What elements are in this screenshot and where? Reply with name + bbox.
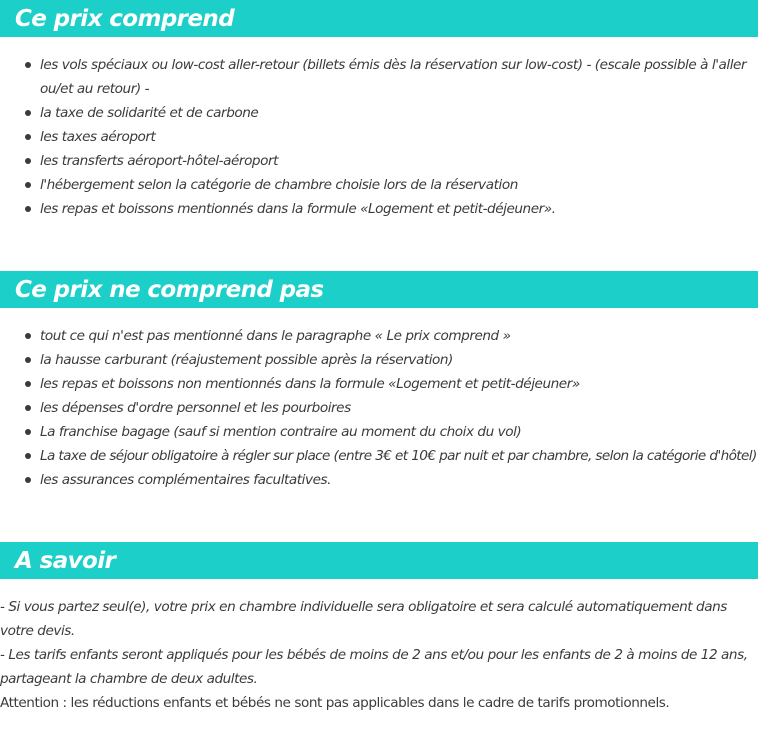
section-title: A savoir [15,548,116,574]
section-header-savoir [0,542,758,579]
list-item-text: les transferts aéroport-hôtel-aéroport [40,153,279,169]
section-comprend [0,0,758,221]
list-item [0,173,758,197]
bullet-icon [25,62,31,68]
bullet-icon [25,429,31,435]
list-item [0,372,758,396]
list-ne-comprend [0,324,758,492]
section-header-comprend [0,0,758,37]
bullet-icon [25,206,31,212]
list-item [0,197,758,221]
bullet-icon [25,477,31,483]
list-comprend [0,53,758,221]
section-header-ne-comprend [0,271,758,308]
bullet-icon [25,333,31,339]
list-item [0,444,758,468]
list-item [0,53,758,101]
list-item-text: les dépenses d'ordre personnel et les pourboires [40,400,351,416]
list-item-text: tout ce qui n'est pas mentionné dans le paragraphe « Le prix comprend » [40,328,511,344]
savoir-paragraph: - Si vous partez seul(e), votre prix en chambre individuelle sera obligatoire et sera calculé automatiquement dans votre devis. [0,599,727,639]
list-item-text: les repas et boissons non mentionnés dans la formule «Logement et petit-déjeuner» [40,376,580,392]
bullet-icon [25,405,31,411]
bullet-icon [25,381,31,387]
list-item [0,101,758,125]
list-item [0,125,758,149]
bullet-icon [25,110,31,116]
bullet-icon [25,158,31,164]
list-item-text: les taxes aéroport [40,129,156,145]
list-item-text: La franchise bagage (sauf si mention contraire au moment du choix du vol) [40,424,522,440]
list-item-text: la hausse carburant (réajustement possible après la réservation) [40,352,453,368]
list-item-text: la taxe de solidarité et de carbone [40,105,259,121]
list-item [0,149,758,173]
savoir-paragraph: - Les tarifs enfants seront appliqués pour les bébés de moins de 2 ans et/ou pour les enfants de 2 à moins de 12 ans, partageant la chambre de deux adultes. [0,647,748,687]
savoir-text [0,595,758,715]
list-item-text: les vols spéciaux ou low-cost aller-retour (billets émis dès la réservation sur low-cost) - (escale possible à l'aller ou/et au retour) - [40,57,747,97]
list-item [0,468,758,492]
section-ne-comprend [0,271,758,492]
bullet-icon [25,182,31,188]
list-item [0,396,758,420]
bullet-icon [25,134,31,140]
list-item [0,324,758,348]
list-item-text: l'hébergement selon la catégorie de chambre choisie lors de la réservation [40,177,518,193]
section-title: Ce prix comprend [15,6,235,32]
list-item-text: La taxe de séjour obligatoire à régler sur place (entre 3€ et 10€ par nuit et par chambre, selon la catégorie d'hôtel) [40,448,757,464]
list-item [0,420,758,444]
section-title: Ce prix ne comprend pas [15,277,324,303]
savoir-paragraph: Attention : les réductions enfants et bébés ne sont pas applicables dans le cadre de tarifs promotionnels. [0,695,670,711]
list-item [0,348,758,372]
bullet-icon [25,357,31,363]
section-savoir [0,542,758,715]
bullet-icon [25,453,31,459]
list-item-text: les repas et boissons mentionnés dans la formule «Logement et petit-déjeuner». [40,201,556,217]
list-item-text: les assurances complémentaires facultatives. [40,472,332,488]
